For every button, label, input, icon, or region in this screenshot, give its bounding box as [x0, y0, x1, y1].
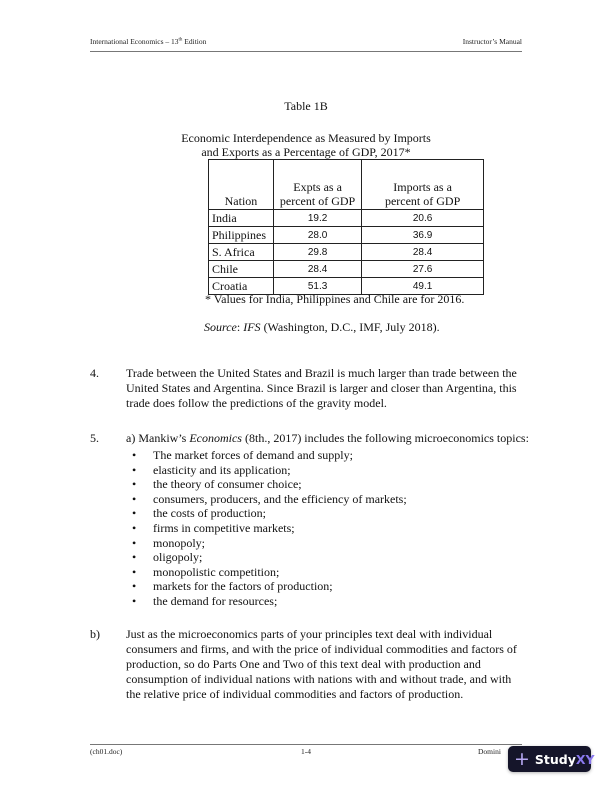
header-right: Instructor’s Manual: [462, 37, 522, 46]
list-item: • the demand for resources;: [132, 593, 278, 608]
list-item: • oligopoly;: [132, 550, 203, 565]
cell-imports: 28.4: [362, 244, 484, 261]
table-label: Table 1B: [284, 99, 328, 113]
list-item: • the costs of production;: [132, 506, 266, 521]
list-item: • firms in competitive markets;: [132, 520, 295, 535]
table-title-line2: and Exports as a Percentage of GDP, 2017*: [201, 145, 411, 159]
list-item: • the theory of consumer choice;: [132, 477, 302, 492]
item-4-number: 4.: [90, 366, 99, 380]
plus-icon: +: [514, 747, 530, 770]
bullet-icon: •: [132, 535, 137, 550]
bullet-icon: •: [132, 550, 137, 565]
item-5b-label: b): [90, 627, 100, 641]
cell-imports: 20.6: [362, 210, 484, 227]
cell-imports: 49.1: [362, 278, 484, 295]
table-row: [209, 261, 484, 278]
table-footnote: * Values for India, Philippines and Chile are for 2016.: [205, 292, 465, 306]
footer-right: Domini: [478, 747, 501, 756]
bullet-icon: •: [132, 593, 137, 608]
bullet-icon: •: [132, 579, 137, 594]
cell-imports: 36.9: [362, 227, 484, 244]
table-title-line1: Economic Interdependence as Measured by Imports: [181, 131, 431, 145]
bullet-icon: •: [132, 491, 137, 506]
list-item: • elasticity and its application;: [132, 462, 291, 477]
footer-left: (ch01.doc): [90, 747, 123, 756]
studyxy-badge[interactable]: [508, 746, 595, 772]
cell-exports: 19.2: [273, 210, 361, 227]
item-4-text: Trade between the United States and Brazil is much larger than trade between the United States and Argentina. Since Brazil is larger and closer than Argentina, this trade does follow the predictions of the gravity model.: [126, 366, 517, 410]
item-5a-text: a) Mankiw’s Economics (8th., 2017) includes the following microeconomics topics:: [126, 431, 529, 445]
footer-divider: [90, 744, 522, 745]
col-header-nation: Nation: [209, 160, 274, 210]
table-header-row: [209, 160, 484, 210]
list-item: • consumers, producers, and the efficiency of markets;: [132, 491, 407, 506]
header-divider: [90, 51, 522, 52]
topics-list: [126, 448, 407, 609]
cell-exports: 51.3: [273, 278, 361, 295]
cell-imports: 27.6: [362, 261, 484, 278]
col-header-exports: Expts as a percent of GDP: [273, 160, 361, 210]
col-header-imports: Imports as a percent of GDP: [362, 160, 484, 210]
cell-exports: 29.8: [273, 244, 361, 261]
list-item: • monopolistic competition;: [132, 564, 280, 579]
cell-exports: 28.0: [273, 227, 361, 244]
table-row: [209, 244, 484, 261]
bullet-icon: •: [132, 477, 137, 492]
badge-label: StudyXY: [534, 751, 595, 767]
table-title: [0, 131, 612, 159]
cell-nation: Croatia: [209, 278, 274, 295]
bullet-icon: •: [132, 448, 137, 462]
cell-nation: Chile: [209, 261, 274, 278]
table-row: [209, 227, 484, 244]
cell-nation: India: [209, 210, 274, 227]
footer-page-number: 1-4: [301, 747, 311, 756]
header-left: International Economics – 13th Edition: [90, 37, 207, 46]
item-5-number: 5.: [90, 431, 99, 445]
bullet-icon: •: [132, 462, 137, 477]
bullet-icon: •: [132, 520, 137, 535]
table-source: Source: IFS (Washington, D.C., IMF, July 2018).: [204, 320, 440, 334]
item-5b-text: Just as the microeconomics parts of your principles text deal with individual consumers and firms, and with the price of individual commodities and factors of production, so do Parts One and Two of this text deal with production and consumption of individual nations with nations with and without trade, and with the relative price of individual commodities and factors of production.: [126, 627, 517, 701]
cell-nation: S. Africa: [209, 244, 274, 261]
bullet-icon: •: [132, 564, 137, 579]
table-row: [209, 210, 484, 227]
cell-nation: Philippines: [209, 227, 274, 244]
trade-table: [208, 159, 484, 295]
cell-exports: 28.4: [273, 261, 361, 278]
list-item: • The market forces of demand and supply;: [132, 448, 353, 462]
list-item: • markets for the factors of production;: [132, 579, 333, 594]
list-item: • monopoly;: [132, 535, 206, 550]
bullet-icon: •: [132, 506, 137, 521]
